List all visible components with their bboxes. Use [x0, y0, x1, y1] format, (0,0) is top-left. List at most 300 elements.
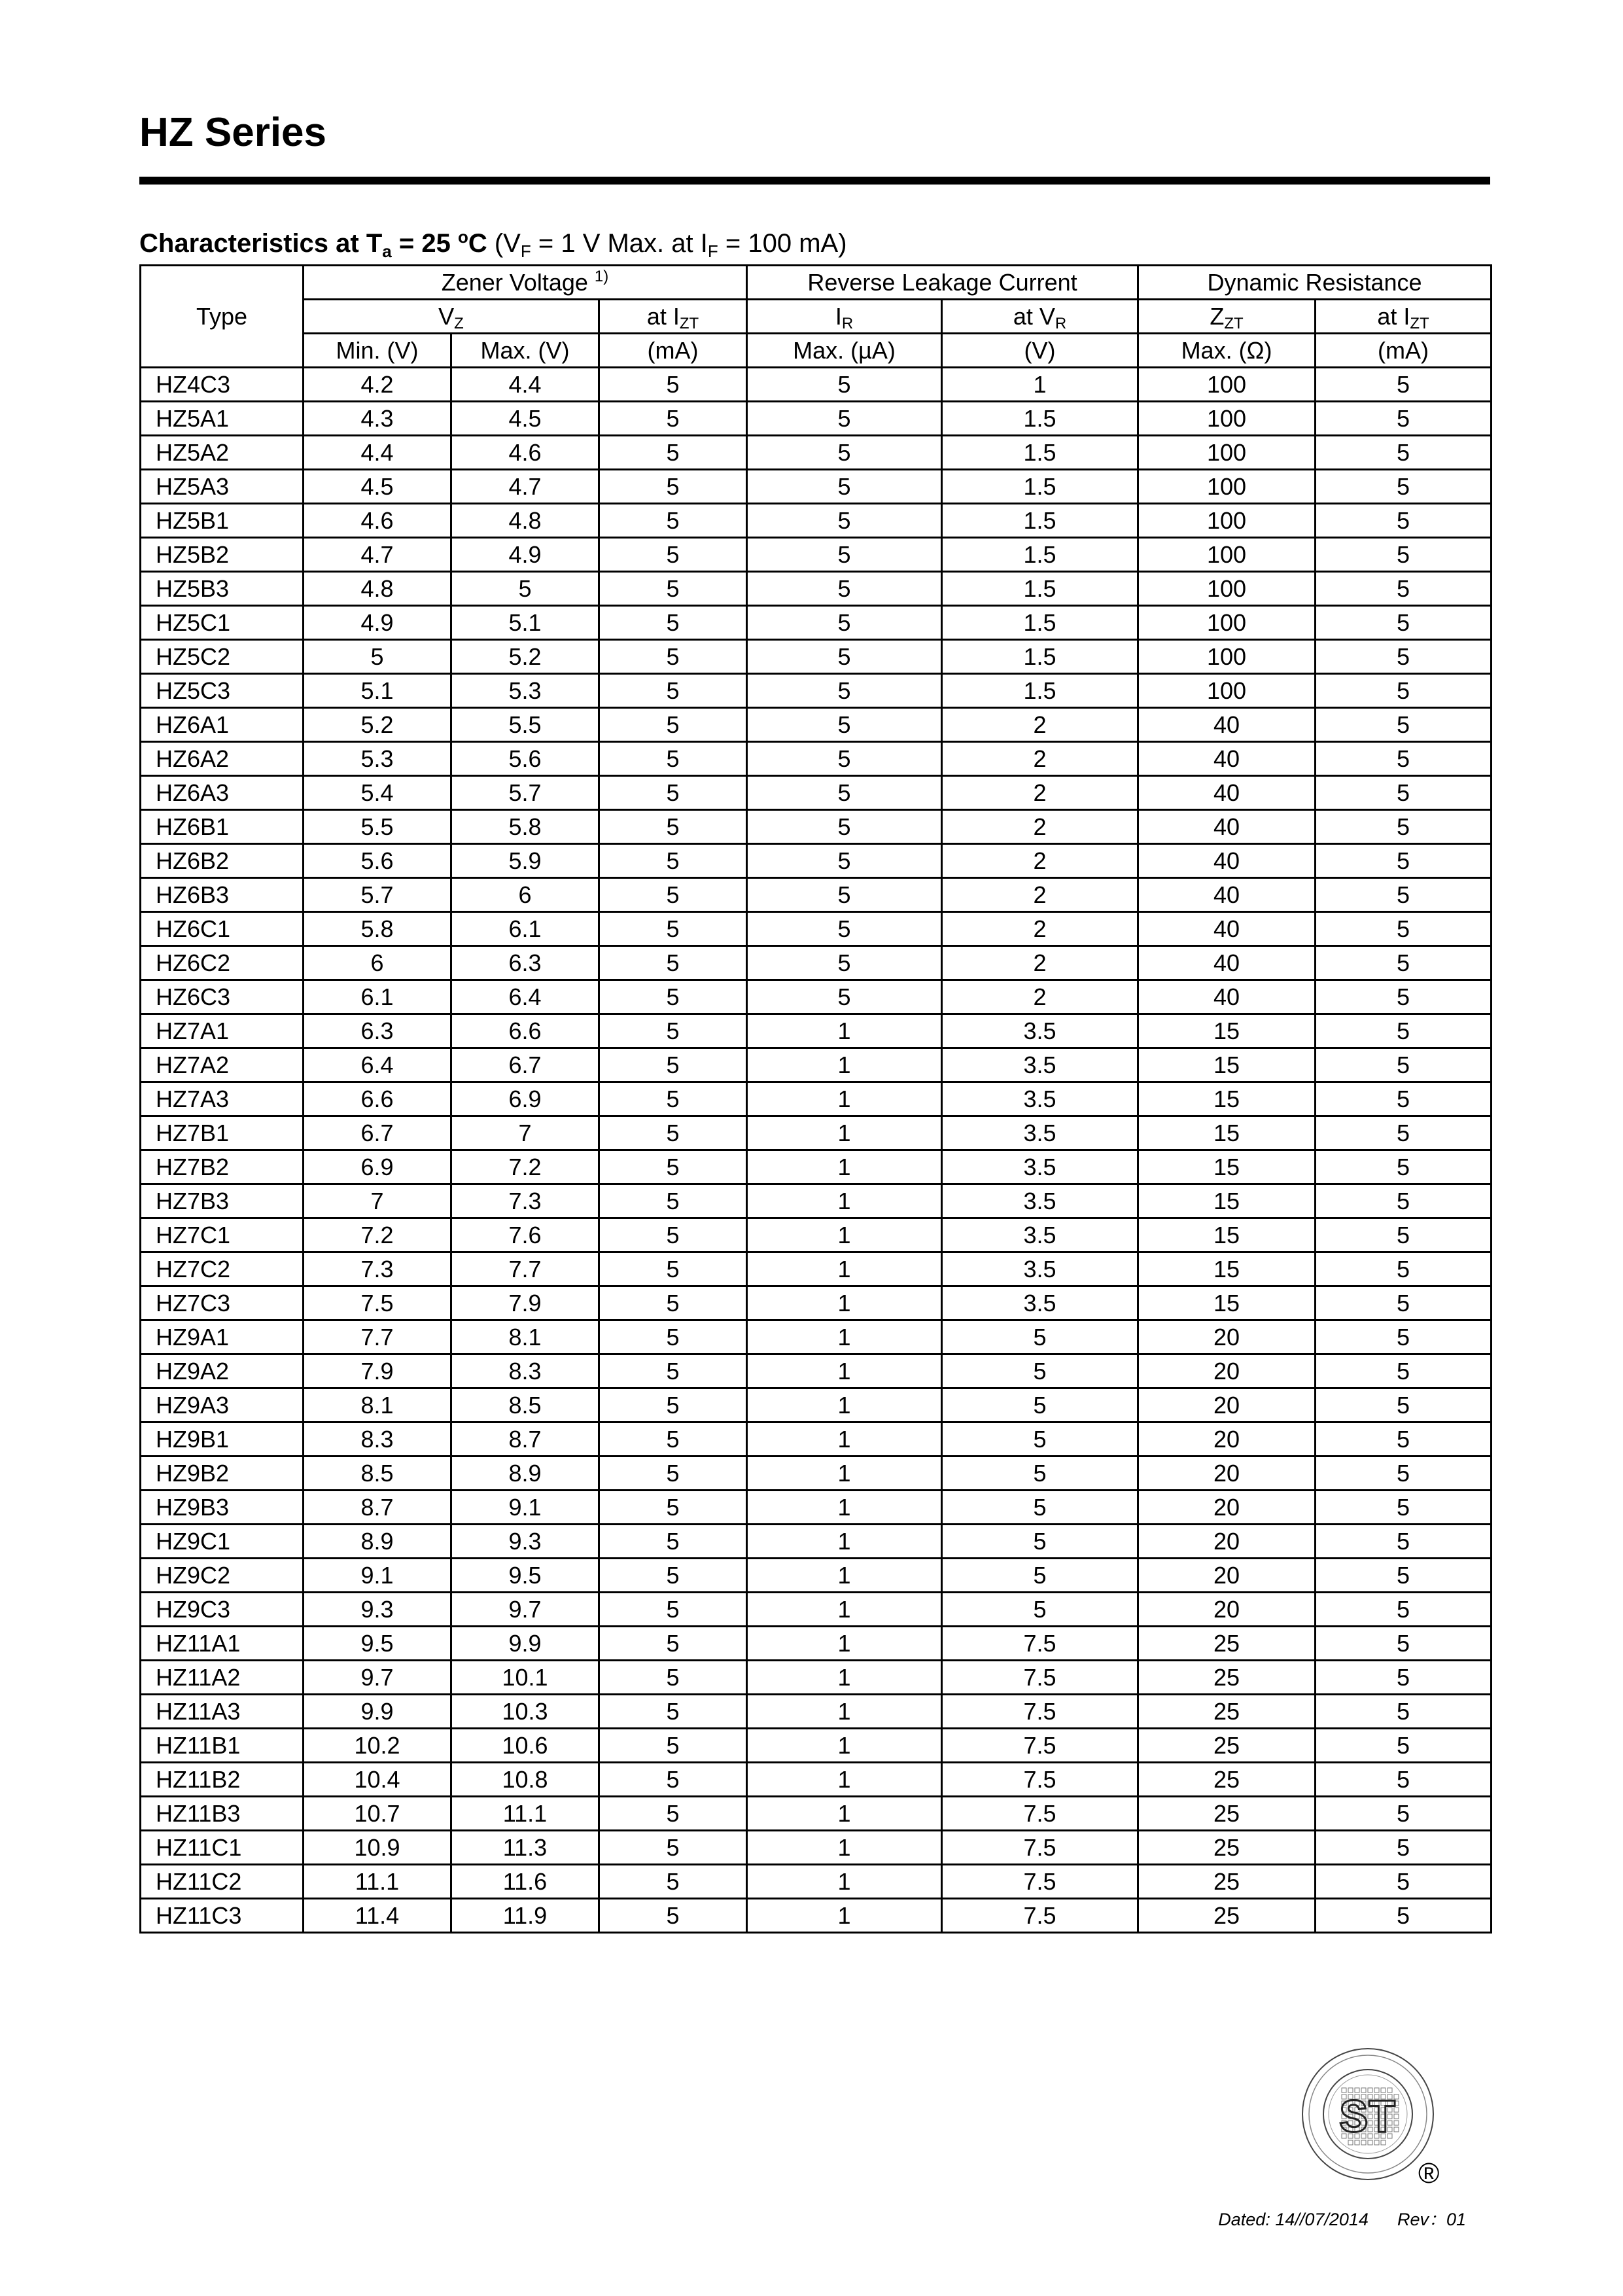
cell-izt-2: 5	[1316, 1048, 1492, 1082]
cell-type: HZ7A2	[141, 1048, 304, 1082]
cell-vz-min: 7.2	[304, 1218, 451, 1252]
cell-zzt: 15	[1138, 1082, 1316, 1116]
cell-izt-2: 5	[1316, 810, 1492, 844]
cell-ir: 1	[747, 1525, 942, 1559]
cell-izt-2: 5	[1316, 776, 1492, 810]
cell-type: HZ6B1	[141, 810, 304, 844]
cell-izt: 5	[599, 1559, 747, 1593]
cell-vz-min: 7.7	[304, 1320, 451, 1354]
cell-vz-max: 7.2	[451, 1150, 599, 1184]
cell-izt-2: 5	[1316, 1286, 1492, 1320]
logo-grid-cell	[1374, 2088, 1379, 2093]
cell-vz-max: 9.5	[451, 1559, 599, 1593]
cell-vz-min: 11.1	[304, 1865, 451, 1899]
cell-izt-2: 5	[1316, 1218, 1492, 1252]
cell-vz-max: 8.5	[451, 1388, 599, 1422]
cell-vz-max: 4.5	[451, 402, 599, 436]
cell-ir: 5	[747, 572, 942, 606]
unit-max-ohm: Max. (Ω)	[1138, 334, 1316, 368]
cell-vz-min: 4.2	[304, 368, 451, 402]
cell-izt: 5	[599, 810, 747, 844]
cell-ir: 1	[747, 1048, 942, 1082]
table-caption	[139, 227, 847, 261]
cell-zzt: 20	[1138, 1525, 1316, 1559]
table-row	[141, 1695, 1492, 1729]
cell-vz-min: 8.3	[304, 1422, 451, 1457]
cell-ir: 5	[747, 810, 942, 844]
cell-vz-max: 9.3	[451, 1525, 599, 1559]
cell-type: HZ9C3	[141, 1593, 304, 1627]
cell-ir: 1	[747, 1252, 942, 1286]
table-row	[141, 776, 1492, 810]
cell-zzt: 15	[1138, 1252, 1316, 1286]
cell-vz-max: 5.7	[451, 776, 599, 810]
cell-vr: 2	[942, 810, 1138, 844]
table-row	[141, 436, 1492, 470]
cell-zzt: 40	[1138, 912, 1316, 946]
caption-cond-end: = 100 mA)	[718, 229, 847, 258]
cell-zzt: 40	[1138, 878, 1316, 912]
cell-vz-max: 8.1	[451, 1320, 599, 1354]
table-row	[141, 1014, 1492, 1048]
cell-type: HZ9C1	[141, 1525, 304, 1559]
table-row	[141, 1865, 1492, 1899]
cell-izt: 5	[599, 1831, 747, 1865]
cell-zzt: 100	[1138, 402, 1316, 436]
cell-zzt: 20	[1138, 1593, 1316, 1627]
table-row	[141, 1354, 1492, 1388]
table-row	[141, 1831, 1492, 1865]
header-dynamic-resistance: Dynamic Resistance	[1138, 266, 1492, 300]
cell-type: HZ7B2	[141, 1150, 304, 1184]
cell-izt-2: 5	[1316, 1320, 1492, 1354]
cell-ir: 5	[747, 470, 942, 504]
cell-zzt: 100	[1138, 674, 1316, 708]
cell-zzt: 15	[1138, 1048, 1316, 1082]
cell-vz-min: 6.3	[304, 1014, 451, 1048]
cell-izt-2: 5	[1316, 844, 1492, 878]
header-at-izt-2	[1316, 300, 1492, 334]
cell-izt: 5	[599, 1627, 747, 1661]
cell-ir: 5	[747, 912, 942, 946]
cell-izt-2: 5	[1316, 1729, 1492, 1763]
logo-grid-cell	[1381, 2088, 1386, 2093]
cell-izt-2: 5	[1316, 1082, 1492, 1116]
cell-vz-max: 10.1	[451, 1661, 599, 1695]
cell-izt-2: 5	[1316, 436, 1492, 470]
cell-type: HZ6C1	[141, 912, 304, 946]
cell-izt-2: 5	[1316, 606, 1492, 640]
cell-type: HZ7B3	[141, 1184, 304, 1218]
cell-ir: 5	[747, 776, 942, 810]
cell-izt: 5	[599, 1388, 747, 1422]
cell-vr: 5	[942, 1320, 1138, 1354]
cell-vz-max: 5.5	[451, 708, 599, 742]
cell-type: HZ11B1	[141, 1729, 304, 1763]
cell-izt-2: 5	[1316, 1422, 1492, 1457]
cell-vz-max: 11.1	[451, 1797, 599, 1831]
cell-vz-min: 6	[304, 946, 451, 980]
cell-vz-max: 6.3	[451, 946, 599, 980]
cell-type: HZ11C1	[141, 1831, 304, 1865]
cell-type: HZ11A2	[141, 1661, 304, 1695]
cell-izt: 5	[599, 606, 747, 640]
cell-ir: 1	[747, 1320, 942, 1354]
cell-vr: 5	[942, 1388, 1138, 1422]
cell-type: HZ9B3	[141, 1491, 304, 1525]
table-row	[141, 742, 1492, 776]
cell-izt: 5	[599, 1661, 747, 1695]
header-at-vr	[942, 300, 1138, 334]
cell-izt-2: 5	[1316, 1525, 1492, 1559]
cell-type: HZ9B2	[141, 1457, 304, 1491]
cell-vz-min: 7.3	[304, 1252, 451, 1286]
cell-izt: 5	[599, 708, 747, 742]
cell-izt: 5	[599, 640, 747, 674]
table-row	[141, 1116, 1492, 1150]
cell-vz-min: 5.1	[304, 674, 451, 708]
cell-vr: 1.5	[942, 674, 1138, 708]
cell-ir: 1	[747, 1388, 942, 1422]
cell-vz-min: 9.7	[304, 1661, 451, 1695]
cell-zzt: 20	[1138, 1422, 1316, 1457]
table-row	[141, 1899, 1492, 1933]
cell-vr: 2	[942, 912, 1138, 946]
cell-zzt: 25	[1138, 1695, 1316, 1729]
logo-text: ST	[1339, 2093, 1397, 2146]
cell-type: HZ11B3	[141, 1797, 304, 1831]
cell-izt: 5	[599, 980, 747, 1014]
cell-izt-2: 5	[1316, 1661, 1492, 1695]
cell-izt: 5	[599, 470, 747, 504]
cell-ir: 5	[747, 844, 942, 878]
cell-ir: 1	[747, 1116, 942, 1150]
cell-izt-2: 5	[1316, 1184, 1492, 1218]
cell-type: HZ7C3	[141, 1286, 304, 1320]
cell-vz-max: 9.7	[451, 1593, 599, 1627]
cell-zzt: 15	[1138, 1116, 1316, 1150]
cell-type: HZ6A1	[141, 708, 304, 742]
cell-vz-min: 7.9	[304, 1354, 451, 1388]
cell-type: HZ9B1	[141, 1422, 304, 1457]
caption-cond-sub2: F	[707, 241, 718, 261]
cell-izt: 5	[599, 538, 747, 572]
caption-cond-mid: = 1 V Max. at I	[531, 229, 708, 258]
cell-izt: 5	[599, 1082, 747, 1116]
cell-vz-max: 11.6	[451, 1865, 599, 1899]
cell-izt-2: 5	[1316, 538, 1492, 572]
cell-vr: 3.5	[942, 1252, 1138, 1286]
table-row	[141, 1320, 1492, 1354]
cell-izt: 5	[599, 674, 747, 708]
cell-vz-min: 5.8	[304, 912, 451, 946]
caption-eq: = 25	[391, 229, 458, 258]
cell-zzt: 20	[1138, 1354, 1316, 1388]
table-row	[141, 606, 1492, 640]
cell-izt: 5	[599, 1695, 747, 1729]
cell-ir: 5	[747, 878, 942, 912]
cell-type: HZ9A2	[141, 1354, 304, 1388]
cell-izt: 5	[599, 572, 747, 606]
cell-vr: 1.5	[942, 538, 1138, 572]
cell-vr: 7.5	[942, 1797, 1138, 1831]
cell-type: HZ9C2	[141, 1559, 304, 1593]
logo-grid-cell	[1348, 2088, 1353, 2093]
cell-vz-min: 4.9	[304, 606, 451, 640]
cell-type: HZ5C2	[141, 640, 304, 674]
cell-vz-min: 10.2	[304, 1729, 451, 1763]
table-row	[141, 538, 1492, 572]
table-body	[141, 368, 1492, 1933]
cell-vr: 2	[942, 878, 1138, 912]
table-row	[141, 946, 1492, 980]
table-row	[141, 810, 1492, 844]
logo-grid-cell	[1387, 2088, 1392, 2093]
cell-vz-min: 4.4	[304, 436, 451, 470]
header-zzt-sub: ZT	[1224, 314, 1244, 332]
cell-vz-max: 4.9	[451, 538, 599, 572]
cell-izt-2: 5	[1316, 1899, 1492, 1933]
table-row	[141, 1457, 1492, 1491]
header-at-izt-2-label: at I	[1377, 302, 1410, 330]
cell-zzt: 20	[1138, 1457, 1316, 1491]
table-row	[141, 1661, 1492, 1695]
cell-vz-max: 5.1	[451, 606, 599, 640]
cell-izt-2: 5	[1316, 742, 1492, 776]
cell-zzt: 40	[1138, 776, 1316, 810]
cell-type: HZ11C2	[141, 1865, 304, 1899]
title-rule	[139, 177, 1490, 185]
header-ir	[747, 300, 942, 334]
cell-ir: 1	[747, 1797, 942, 1831]
cell-type: HZ5B1	[141, 504, 304, 538]
cell-vr: 7.5	[942, 1899, 1138, 1933]
cell-type: HZ6C3	[141, 980, 304, 1014]
table-row	[141, 1286, 1492, 1320]
table-row	[141, 912, 1492, 946]
cell-vr: 3.5	[942, 1218, 1138, 1252]
table-row	[141, 1729, 1492, 1763]
cell-izt: 5	[599, 1116, 747, 1150]
cell-vz-min: 5.2	[304, 708, 451, 742]
cell-ir: 1	[747, 1899, 942, 1933]
cell-vr: 5	[942, 1354, 1138, 1388]
cell-type: HZ6B2	[141, 844, 304, 878]
header-zener-note: 1)	[594, 267, 609, 285]
cell-ir: 1	[747, 1150, 942, 1184]
cell-vr: 7.5	[942, 1865, 1138, 1899]
cell-izt: 5	[599, 742, 747, 776]
cell-zzt: 15	[1138, 1286, 1316, 1320]
cell-vr: 1.5	[942, 436, 1138, 470]
cell-type: HZ5B3	[141, 572, 304, 606]
cell-zzt: 100	[1138, 436, 1316, 470]
table-row	[141, 470, 1492, 504]
cell-vr: 3.5	[942, 1286, 1138, 1320]
cell-izt: 5	[599, 1048, 747, 1082]
table-row	[141, 1150, 1492, 1184]
cell-vr: 1.5	[942, 572, 1138, 606]
header-zzt-label: Z	[1210, 302, 1225, 330]
cell-type: HZ7C1	[141, 1218, 304, 1252]
unit-ma: (mA)	[599, 334, 747, 368]
logo-grid-cell	[1368, 2088, 1372, 2093]
dated-text: Dated: 14//07/2014	[1218, 2210, 1369, 2229]
cell-vr: 3.5	[942, 1150, 1138, 1184]
cell-izt-2: 5	[1316, 1593, 1492, 1627]
cell-zzt: 25	[1138, 1899, 1316, 1933]
cell-vz-min: 4.6	[304, 504, 451, 538]
table-row	[141, 1525, 1492, 1559]
cell-ir: 1	[747, 1593, 942, 1627]
cell-izt-2: 5	[1316, 1797, 1492, 1831]
header-at-vr-label: at V	[1013, 302, 1055, 330]
cell-vz-min: 6.9	[304, 1150, 451, 1184]
cell-vr: 7.5	[942, 1763, 1138, 1797]
table-row	[141, 1627, 1492, 1661]
cell-zzt: 25	[1138, 1763, 1316, 1797]
cell-zzt: 100	[1138, 640, 1316, 674]
cell-vz-max: 6.6	[451, 1014, 599, 1048]
cell-type: HZ7B1	[141, 1116, 304, 1150]
cell-zzt: 20	[1138, 1491, 1316, 1525]
cell-vz-max: 5.6	[451, 742, 599, 776]
cell-izt: 5	[599, 844, 747, 878]
cell-type: HZ5A1	[141, 402, 304, 436]
cell-zzt: 15	[1138, 1150, 1316, 1184]
cell-vz-max: 6.7	[451, 1048, 599, 1082]
cell-vz-min: 10.4	[304, 1763, 451, 1797]
cell-zzt: 15	[1138, 1218, 1316, 1252]
cell-izt-2: 5	[1316, 708, 1492, 742]
cell-zzt: 100	[1138, 606, 1316, 640]
header-zener-voltage-label: Zener Voltage	[441, 268, 588, 296]
cell-type: HZ5C3	[141, 674, 304, 708]
table-row	[141, 368, 1492, 402]
cell-zzt: 15	[1138, 1014, 1316, 1048]
cell-ir: 5	[747, 606, 942, 640]
cell-zzt: 20	[1138, 1320, 1316, 1354]
cell-vz-max: 7.6	[451, 1218, 599, 1252]
cell-ir: 5	[747, 538, 942, 572]
header-vz	[304, 300, 599, 334]
cell-vz-max: 7.7	[451, 1252, 599, 1286]
header-at-izt-sub: ZT	[679, 314, 699, 332]
caption-cond-sub1: F	[520, 241, 531, 261]
cell-vz-min: 7	[304, 1184, 451, 1218]
footer-dated	[1218, 2205, 1466, 2231]
cell-vr: 5	[942, 1525, 1138, 1559]
cell-vz-min: 4.3	[304, 402, 451, 436]
cell-vz-max: 6.1	[451, 912, 599, 946]
table-row	[141, 1422, 1492, 1457]
cell-izt-2: 5	[1316, 1252, 1492, 1286]
cell-vz-min: 9.5	[304, 1627, 451, 1661]
page-title: HZ Series	[139, 110, 327, 155]
cell-ir: 1	[747, 1082, 942, 1116]
cell-vz-max: 5.2	[451, 640, 599, 674]
cell-vz-max: 5.8	[451, 810, 599, 844]
cell-vz-min: 6.4	[304, 1048, 451, 1082]
cell-izt: 5	[599, 1218, 747, 1252]
cell-izt: 5	[599, 1422, 747, 1457]
cell-vr: 7.5	[942, 1627, 1138, 1661]
cell-vr: 1.5	[942, 606, 1138, 640]
cell-zzt: 40	[1138, 810, 1316, 844]
cell-vr: 7.5	[942, 1695, 1138, 1729]
cell-zzt: 40	[1138, 980, 1316, 1014]
cell-ir: 5	[747, 402, 942, 436]
cell-ir: 1	[747, 1661, 942, 1695]
caption-lead: Characteristics at T	[139, 229, 383, 258]
cell-izt: 5	[599, 1014, 747, 1048]
cell-izt: 5	[599, 1593, 747, 1627]
cell-vz-min: 8.9	[304, 1525, 451, 1559]
cell-vz-max: 7.3	[451, 1184, 599, 1218]
cell-zzt: 40	[1138, 946, 1316, 980]
cell-vr: 7.5	[942, 1729, 1138, 1763]
cell-izt: 5	[599, 1491, 747, 1525]
cell-vr: 5	[942, 1593, 1138, 1627]
cell-ir: 1	[747, 1491, 942, 1525]
cell-izt-2: 5	[1316, 470, 1492, 504]
cell-vr: 2	[942, 742, 1138, 776]
cell-vz-min: 9.3	[304, 1593, 451, 1627]
caption-deg: o	[457, 227, 468, 247]
cell-zzt: 25	[1138, 1831, 1316, 1865]
cell-izt-2: 5	[1316, 1116, 1492, 1150]
cell-vz-max: 10.3	[451, 1695, 599, 1729]
cell-ir: 5	[747, 742, 942, 776]
cell-ir: 1	[747, 1627, 942, 1661]
unit-ma-2: (mA)	[1316, 334, 1492, 368]
cell-type: HZ5B2	[141, 538, 304, 572]
cell-izt: 5	[599, 1150, 747, 1184]
table-row	[141, 640, 1492, 674]
rev-text: Rev：01	[1397, 2210, 1466, 2229]
cell-vz-min: 8.5	[304, 1457, 451, 1491]
cell-ir: 1	[747, 1457, 942, 1491]
header-zzt	[1138, 300, 1316, 334]
cell-izt: 5	[599, 1252, 747, 1286]
cell-vz-min: 4.7	[304, 538, 451, 572]
cell-ir: 1	[747, 1354, 942, 1388]
cell-izt-2: 5	[1316, 1014, 1492, 1048]
table-row	[141, 1082, 1492, 1116]
cell-type: HZ6A2	[141, 742, 304, 776]
header-ir-sub: R	[841, 314, 854, 332]
table-row	[141, 674, 1492, 708]
cell-ir: 5	[747, 436, 942, 470]
cell-ir: 5	[747, 674, 942, 708]
cell-ir: 1	[747, 1763, 942, 1797]
table-row	[141, 878, 1492, 912]
cell-zzt: 100	[1138, 470, 1316, 504]
cell-vr: 5	[942, 1559, 1138, 1593]
table-row	[141, 1797, 1492, 1831]
cell-ir: 5	[747, 946, 942, 980]
cell-vz-max: 9.9	[451, 1627, 599, 1661]
cell-vz-max: 6.4	[451, 980, 599, 1014]
header-at-izt-2-sub: ZT	[1410, 314, 1429, 332]
cell-vz-min: 9.9	[304, 1695, 451, 1729]
cell-vz-min: 5	[304, 640, 451, 674]
cell-vz-max: 6.9	[451, 1082, 599, 1116]
cell-vz-max: 7	[451, 1116, 599, 1150]
cell-izt: 5	[599, 1457, 747, 1491]
table-row	[141, 1491, 1492, 1525]
cell-vz-min: 5.3	[304, 742, 451, 776]
